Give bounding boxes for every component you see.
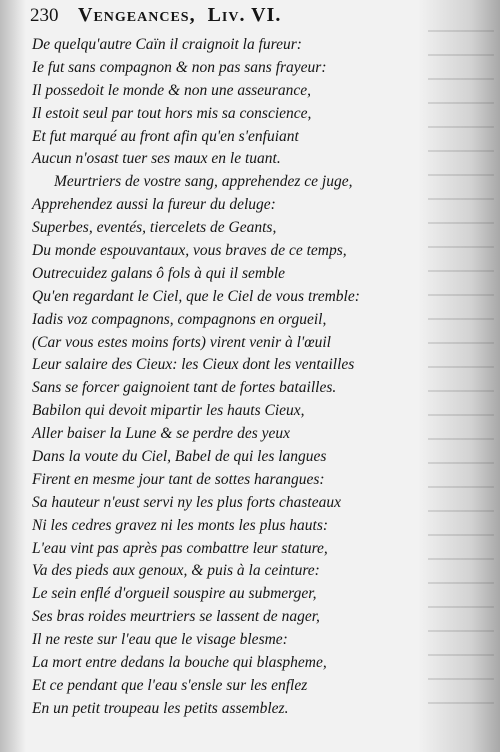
running-title-text: Vengeances, [78, 4, 196, 26]
verse-line: Et ce pendant que l'eau s'ensle sur les enflez [32, 676, 308, 694]
verse-line: Ses bras roides meurtriers se lassent de nager, [32, 608, 320, 626]
page-gutter-shadow [418, 0, 500, 752]
running-title [78, 4, 281, 27]
verse-line: Meurtriers de vostre sang, apprehendez ce juge, [54, 173, 353, 191]
verse-line: Dans la voute du Ciel, Babel de qui les langues [32, 448, 327, 466]
verse-line: L'eau vint pas après pas combattre leur stature, [32, 539, 328, 557]
verse-line: Le sein enflé d'orgueil souspire au submerger, [32, 585, 317, 603]
page-number: 230 [30, 5, 59, 26]
verse-line: Du monde espouvantaux, vous braves de ce temps, [32, 242, 347, 260]
verse-line: Sans se forcer gaignoient tant de fortes batailles. [32, 379, 337, 397]
running-header [30, 4, 410, 27]
verse-line: La mort entre dedans la bouche qui blaspheme, [32, 654, 327, 672]
verse-line: En un petit troupeau les petits assemblez. [32, 699, 289, 717]
verse-line: Aller baiser la Lune & se perdre des yeux [32, 425, 290, 443]
verse-line: Aucun n'osast tuer ses maux en le tuant. [32, 150, 281, 168]
verse-line: Il estoit seul par tout hors mis sa conscience, [32, 104, 312, 122]
verse-line: Firent en mesme jour tant de sottes harangues: [32, 470, 325, 488]
verse-line: Ni les cedres gravez ni les monts les plus hauts: [32, 516, 329, 534]
bleed-through-text [428, 30, 494, 726]
verse-line: Et fut marqué au front afin qu'en s'enfuiant [32, 127, 299, 145]
verse-line: Apprehendez aussi la fureur du deluge: [32, 196, 276, 214]
book-number: Liv. VI. [207, 4, 282, 26]
poem-text [32, 34, 412, 721]
verse-line: Qu'en regardant le Ciel, que le Ciel de vous tremble: [32, 287, 360, 305]
verse-line: Va des pieds aux genoux, & puis à la ceinture: [32, 562, 320, 580]
verse-line: Iadis voz compagnons, compagnons en orgueil, [32, 310, 327, 328]
verse-line: Superbes, eventés, tiercelets de Geants, [32, 219, 277, 237]
verse-line: (Car vous estes moins forts) virent venir à l'œuil [32, 333, 331, 351]
verse-line: Ie fut sans compagnon & non pas sans frayeur: [32, 58, 327, 76]
verse-line: Leur salaire des Cieux: les Cieux dont les ventailles [32, 356, 355, 374]
verse-line: Il ne reste sur l'eau que le visage blesme: [32, 631, 288, 649]
verse-line: Sa hauteur n'eust servi ny les plus forts chasteaux [32, 493, 341, 511]
verse-line: De quelqu'autre Caïn il craignoit la fureur: [32, 36, 302, 53]
verse-line: Outrecuidez galans ô fols à qui il semble [32, 264, 286, 282]
verse-line: Il possedoit le monde & non une asseurance, [32, 81, 311, 99]
verse-line: Babilon qui devoit mipartir les hauts Cieux, [32, 402, 305, 420]
